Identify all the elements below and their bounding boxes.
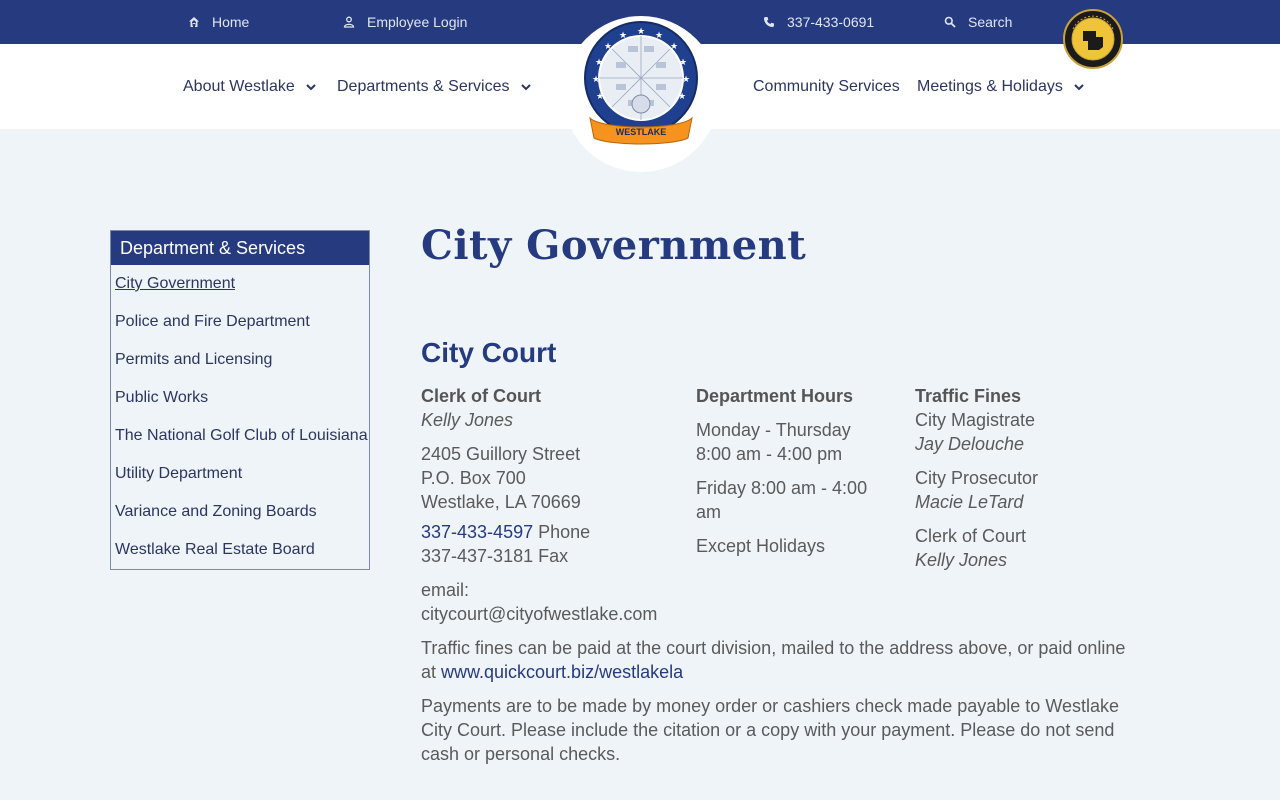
fax-line: 337-437-3181 Fax [421,546,569,566]
sidebar-item-permits-licensing[interactable] [111,341,369,379]
page-title: City Government [421,222,807,269]
department-sidebar [110,230,370,570]
hours-line-1: Monday - Thursday [696,420,851,440]
nav-meetings-holidays[interactable] [917,77,1085,97]
sidebar-item-real-estate[interactable] [111,531,369,569]
email-address[interactable]: citycourt@cityofwestlake.com [421,604,658,624]
hours-heading: Department Hours [696,386,854,406]
sidebar-item-label: Public Works [115,389,209,406]
svg-text:★: ★ [594,57,604,67]
sidebar-item-label: The National Golf Club of Louisiana [115,427,368,444]
prosecutor-title: City Prosecutor [915,468,1039,488]
fines-clerk-name: Kelly Jones [915,550,1008,570]
svg-text:★: ★ [654,30,664,40]
search-link[interactable] [944,13,1012,31]
nav-community-label: Community Services [753,78,900,95]
fines-column [915,384,1135,572]
svg-text:★: ★ [681,74,691,84]
payment-instructions-paragraph: Payments are to be made by money order or cashiers check made payable to Westlake City Court. Please include the citation or a copy with your payment. Please do not send cash or personal checks. [421,696,1120,764]
hours-column [696,384,896,558]
magistrate-name: Jay Delouche [915,434,1025,454]
magistrate-title: City Magistrate [915,410,1036,430]
nav-about-label: About Westlake [183,78,295,95]
chevron-down-icon [520,83,532,91]
sidebar-item-police-fire[interactable] [111,303,369,341]
search-label: Search [968,14,1013,30]
sidebar-item-public-works[interactable] [111,379,369,417]
nav-meetings-label: Meetings & Holidays [917,78,1063,95]
fines-heading: Traffic Fines [915,386,1022,406]
sidebar-list [111,265,369,569]
sidebar-item-variance-zoning[interactable] [111,493,369,531]
svg-text:★: ★ [618,30,628,40]
sidebar-item-utility[interactable] [111,455,369,493]
fines-clerk-title: Clerk of Court [915,526,1027,546]
email-label: email: [421,580,470,600]
employee-login-link[interactable] [343,13,467,31]
svg-text:★: ★ [603,41,613,51]
svg-text:★: ★ [669,41,679,51]
phone-line [421,520,691,544]
chevron-down-icon [305,83,317,91]
svg-text:★: ★ [591,74,601,84]
home-icon [188,16,200,28]
employee-login-label: Employee Login [367,14,468,30]
section-title-city-court: City Court [421,337,557,368]
svg-text:★: ★ [677,91,687,101]
home-link[interactable] [188,13,249,31]
phone-suffix: Phone [533,522,591,542]
clerk-heading: Clerk of Court [421,386,542,406]
sidebar-item-label: City Government [115,275,236,292]
quickcourt-link[interactable]: www.quickcourt.biz/westlakela [441,662,684,682]
home-label: Home [212,14,250,30]
chevron-down-icon [1073,83,1085,91]
address-line-3: Westlake, LA 70669 [421,492,581,512]
sidebar-heading: Department & Services [111,231,369,265]
svg-text:WESTLAKE: WESTLAKE [615,127,667,137]
clerk-column [421,384,691,626]
national-golf-club-seal[interactable] [1063,9,1123,69]
nav-about-westlake[interactable] [183,77,317,97]
sidebar-item-city-government[interactable] [111,265,369,303]
sidebar-item-label: Police and Fire Department [115,313,310,330]
search-icon [944,16,956,28]
sidebar-item-label: Permits and Licensing [115,351,273,368]
sidebar-item-golf-club[interactable] [111,417,369,455]
hours-line-4: am [696,502,722,522]
phone-label: 337-433-0691 [787,14,875,30]
nav-community-services[interactable] [753,77,900,97]
sidebar-item-label: Variance and Zoning Boards [115,503,317,520]
nav-departments-services[interactable] [337,77,532,97]
nav-departments-label: Departments & Services [337,78,510,95]
sidebar-item-label: Utility Department [115,465,243,482]
hours-line-2: 8:00 am - 4:00 pm [696,444,843,464]
hours-line-5: Except Holidays [696,536,826,556]
sidebar-item-label: Westlake Real Estate Board [115,541,315,558]
address-line-2: P.O. Box 700 [421,468,526,488]
svg-text:★: ★ [678,57,688,67]
svg-text:★: ★ [636,26,646,36]
clerk-name: Kelly Jones [421,410,514,430]
prosecutor-name: Macie LeTard [915,492,1024,512]
svg-text:★: ★ [595,91,605,101]
westlake-city-seal-logo[interactable] [582,18,700,148]
person-icon [343,16,355,28]
court-phone-link[interactable]: 337-433-4597 [421,522,534,542]
address-line-1: 2405 Guillory Street [421,444,581,464]
traffic-fines-text: Traffic fines can be paid at the court division, mailed to the address above, or paid online at [421,638,1126,682]
hours-line-3: Friday 8:00 am - 4:00 [696,478,868,498]
phone-icon [763,16,775,28]
traffic-fines-paragraph [421,636,1141,684]
phone-link[interactable] [763,13,874,31]
